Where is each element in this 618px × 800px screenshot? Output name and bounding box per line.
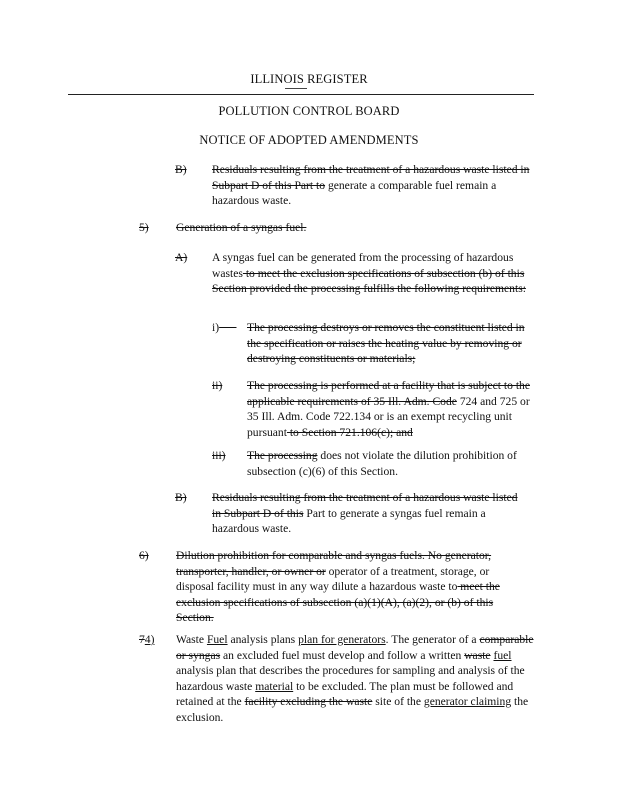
item-label <box>212 320 236 336</box>
text-run: facility excluding the waste <box>244 695 373 708</box>
item-label <box>175 490 187 506</box>
text-run: analysis plans <box>227 633 299 646</box>
text-run: meet the exclusion specifications of subsection (a)(1)(A), (a)(2), or (b) of this Section. <box>176 580 500 624</box>
text-run: 6) <box>139 549 149 562</box>
item-label <box>139 632 154 648</box>
item-label <box>139 220 149 236</box>
text-run: Generation of a syngas fuel. <box>176 221 307 234</box>
text-run: 724 and 725 or 35 Ill. Adm. Code 722.134 or is an exempt recycling unit pursuant <box>247 394 530 439</box>
text-run: the exclusion. <box>176 695 529 724</box>
text-run: A syngas fuel can be generated from the processing of hazardous wastes <box>212 251 514 280</box>
paragraph-syngas-heading <box>176 220 516 236</box>
text-run: analysis plan that describes the procedures for sampling and analysis of the hazardous waste <box>176 664 525 693</box>
text-run: Residuals resulting from the treatment of a hazardous waste listed in Subpart D of this Part to <box>212 163 530 192</box>
text-run: A) <box>175 251 188 264</box>
paragraph-residuals-syngas <box>212 490 522 537</box>
text-run: 4) <box>144 633 155 646</box>
text-run: The processing destroys or removes the constituent listed in the specification or raises the heating value by removing or destroying constituents or materials; <box>247 321 525 365</box>
text-run: 7 <box>139 633 145 646</box>
text-run: operator of a treatment, storage, or disposal facility must in any way dilute a hazardous waste to <box>176 564 490 593</box>
text-run: B) <box>175 491 187 504</box>
text-run: an excluded fuel must develop and follow a written <box>220 648 465 662</box>
text-run: B) <box>175 163 187 176</box>
text-run: generate a comparable fuel remain a hazardous waste. <box>212 178 497 207</box>
paragraph-dilution-prohibition <box>176 548 522 626</box>
text-run: Dilution prohibition for comparable and syngas fuels. No generator, transporter, handler, or owner or <box>176 549 492 578</box>
text-run: to meet the exclusion specifications of subsection (b) of this Section provided the processing fulfills the following requirements: <box>212 266 526 295</box>
text-run <box>219 321 236 334</box>
text-run: waste <box>464 648 491 662</box>
header-rule <box>68 94 534 95</box>
paragraph-processing-destroys <box>247 320 537 367</box>
text-run: The processing is performed at a facility that is subject to the applicable requirements of 35 Ill. Adm. Code <box>247 379 530 408</box>
text-run: . The generator of a <box>385 633 480 646</box>
item-label <box>212 448 226 464</box>
paragraph-residuals-comparable <box>212 162 532 209</box>
text-run: site of the <box>372 695 424 708</box>
item-label <box>212 378 222 394</box>
text-run: to Section 721.106(c); and <box>286 425 413 439</box>
text-run: i) <box>212 321 220 334</box>
board-title: POLLUTION CONTROL BOARD <box>218 104 400 118</box>
text-run: iii) <box>212 449 226 462</box>
text-run: does not violate the dilution prohibition of subsection (c)(6) of this Section. <box>247 449 517 478</box>
text-run: Residuals resulting from the treatment of a hazardous waste listed in Subpart D of this <box>212 491 518 520</box>
text-run: 5) <box>139 221 149 234</box>
paragraph-processing-facility <box>247 378 537 440</box>
item-label <box>175 250 187 266</box>
text-run: ii) <box>212 379 223 392</box>
text-run: plan for generators <box>298 633 386 646</box>
text-run: Fuel <box>206 633 228 646</box>
register-title: ILLINOIS REGISTER <box>250 72 368 86</box>
text-run: fuel <box>493 648 512 662</box>
item-label <box>175 162 187 178</box>
text-run: Part to generate a syngas fuel remain a hazardous waste. <box>212 506 486 535</box>
text-run: to be excluded. The plan must be followed and retained at the <box>176 679 514 708</box>
paragraph-syngas-generation <box>212 250 538 297</box>
text-run: generator claiming <box>423 695 512 708</box>
text-run: comparable or syngas <box>176 633 534 662</box>
text-run: The processing <box>247 449 318 462</box>
notice-title: NOTICE OF ADOPTED AMENDMENTS <box>199 133 419 147</box>
item-label <box>139 548 149 564</box>
text-run: Waste <box>176 633 207 646</box>
register-underline <box>285 88 307 89</box>
paragraph-fuel-analysis-plans <box>176 632 538 725</box>
text-run: material <box>255 679 294 693</box>
paragraph-dilution-compliance <box>247 448 537 479</box>
